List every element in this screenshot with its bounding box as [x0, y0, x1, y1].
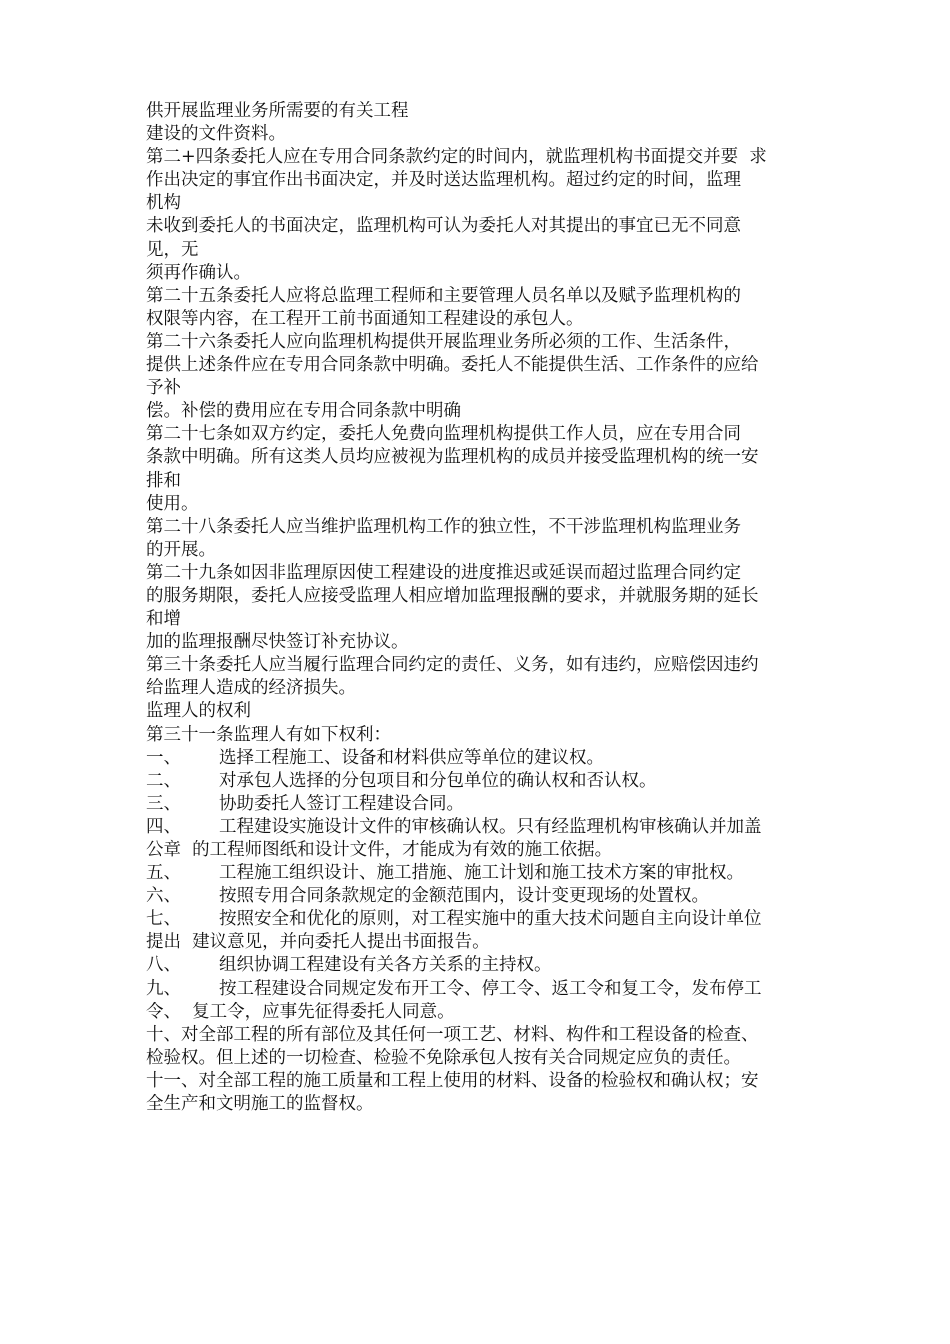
text-line: 予补: [146, 378, 181, 399]
text-line: 十一、对全部工程的施工质量和工程上使用的材料、设备的检验权和确认权；安: [146, 1070, 759, 1091]
text-line: 令、 复工令，应事先征得委托人同意。: [146, 1001, 455, 1022]
text-line: 给监理人造成的经济损失。: [146, 678, 356, 699]
text-line: 第二+四条委托人应在专用合同条款约定的时间内，就监理机构书面提交并要 求: [146, 147, 767, 168]
text-line: 全生产和文明施工的监督权。: [146, 1094, 374, 1115]
text-line: 机构: [146, 193, 181, 214]
text-line: 供开展监理业务所需要的有关工程: [146, 101, 409, 121]
item-number: 九、: [146, 978, 181, 999]
text-line: 第二十八条委托人应当维护监理机构工作的独立性，不干涉监理机构监理业务: [146, 516, 741, 537]
item-text: 对承包人选择的分包项目和分包单位的确认权和否认权。: [219, 770, 657, 791]
item-text: 选择工程施工、设备和材料供应等单位的建议权。: [219, 747, 604, 768]
item-text: 工程施工组织设计、施工措施、施工计划和施工技术方案的审批权。: [219, 863, 744, 884]
rights-item: [146, 816, 826, 839]
item-number: 二、: [146, 770, 181, 791]
item-text: 按工程建设合同规定发布开工令、停工令、返工令和复工令，发布停工: [219, 978, 762, 999]
text-line: 作出决定的事宜作出书面决定，并及时送达监理机构。超过约定的时间，监理: [146, 170, 741, 191]
text-line: 十、对全部工程的所有部位及其任何一项工艺、材料、构件和工程设备的检查、: [146, 1024, 759, 1045]
text-line: 须再作确认。: [146, 262, 251, 283]
item-text: 工程建设实施设计文件的审核确认权。只有经监理机构审核确认并加盖: [219, 816, 762, 837]
rights-item: [146, 954, 826, 977]
text-line: 第二十六条委托人应向监理机构提供开展监理业务所必须的工作、生活条件，: [146, 331, 741, 352]
text-line: 第二十七条如双方约定，委托人免费向监理机构提供工作人员，应在专用合同: [146, 424, 741, 445]
text-line: 公章 的工程师图纸和设计文件，才能成为有效的施工依据。: [146, 840, 613, 860]
text-line: 偿。补偿的费用应在专用合同条款中明确: [146, 401, 461, 422]
rights-item: [146, 908, 826, 931]
item-text: 按照安全和优化的原则，对工程实施中的重大技术问题自主向设计单位: [219, 909, 762, 930]
item-text: 协助委托人签订工程建设合同。: [219, 793, 464, 814]
text-line: 第三十一条监理人有如下权利：: [146, 724, 391, 745]
text-line: 和增: [146, 609, 181, 630]
text-line: 提供上述条件应在专用合同条款中明确。委托人不能提供生活、工作条件的应给: [146, 355, 759, 376]
text-line: 第二十九条如因非监理原因使工程建设的进度推迟或延误而超过监理合同约定: [146, 562, 741, 583]
text-line: 第二十五条委托人应将总监理工程师和主要管理人员名单以及赋予监理机构的: [146, 285, 741, 306]
text-line: 检验权。但上述的一切检查、检验不免除承包人按有关合同规定应负的责任。: [146, 1047, 741, 1068]
item-number: 五、: [146, 863, 181, 884]
text-line: 条款中明确。所有这类人员均应被视为监理机构的成员并接受监理机构的统一安: [146, 447, 759, 468]
rights-item: [146, 770, 826, 793]
item-number: 八、: [146, 955, 181, 976]
item-number: 六、: [146, 886, 181, 907]
section-heading: 监理人的权利: [146, 701, 251, 722]
rights-item: [146, 793, 826, 816]
text-line: 建设的文件资料。: [146, 124, 286, 145]
text-line: 的服务期限，委托人应接受监理人相应增加监理报酬的要求，并就服务期的延长: [146, 585, 759, 606]
text-line: 使用。: [146, 493, 199, 514]
text-line: 加的监理报酬尽快签订补充协议。: [146, 632, 409, 653]
item-text: 按照专用合同条款规定的金额范围内，设计变更现场的处置权。: [219, 886, 709, 907]
rights-item: [146, 747, 826, 770]
text-line: 未收到委托人的书面决定，监理机构可认为委托人对其提出的事宜已无不同意: [146, 216, 741, 237]
item-number: 一、: [146, 747, 181, 768]
item-number: 七、: [146, 909, 181, 930]
text-line: 见，无: [146, 239, 199, 260]
text-line: 的开展。: [146, 539, 216, 560]
rights-item: [146, 978, 826, 1001]
rights-item: [146, 862, 826, 885]
item-number: 四、: [146, 816, 181, 837]
document-body: [146, 100, 826, 1116]
text-line: 权限等内容，在工程开工前书面通知工程建设的承包人。: [146, 308, 584, 329]
item-text: 组织协调工程建设有关各方关系的主持权。: [219, 955, 552, 976]
text-line: 排和: [146, 470, 181, 491]
text-line: 提出 建议意见，并向委托人提出书面报告。: [146, 932, 490, 953]
rights-item: [146, 885, 826, 908]
item-number: 三、: [146, 793, 181, 814]
text-line: 第三十条委托人应当履行监理合同约定的责任、义务，如有违约，应赔偿因违约: [146, 655, 759, 676]
